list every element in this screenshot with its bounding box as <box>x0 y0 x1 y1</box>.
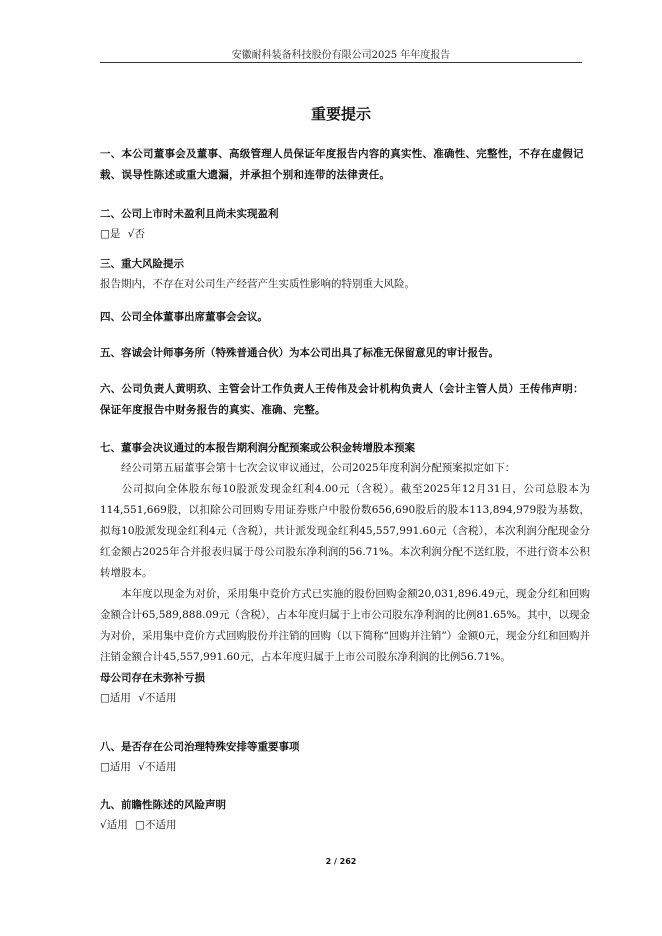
option-not-applicable: √不适用 <box>138 692 177 704</box>
section-7-paragraph-1: 经公司第五届董事会第十七次会议审议通过，公司2025年度利润分配预案拟定如下： <box>121 462 516 474</box>
option-not-applicable: □不适用 <box>135 819 177 831</box>
section-9 <box>100 795 590 835</box>
section-8-heading: 八、是否存在公司治理特殊安排等重要事项 <box>100 741 300 753</box>
option-no: √否 <box>127 228 145 240</box>
section-8-options <box>100 757 590 777</box>
section-1 <box>100 144 590 186</box>
page-number: 2 / 262 <box>325 857 357 866</box>
option-applicable: □适用 <box>100 692 131 704</box>
section-2 <box>100 204 590 244</box>
section-4-heading: 四、公司全体董事出席董事会会议。 <box>100 311 268 323</box>
section-2-heading: 二、公司上市时未盈利且尚未实现盈利 <box>100 208 279 220</box>
section-7-subheading: 母公司存在未弥补亏损 <box>100 672 205 684</box>
section-7-heading: 七、董事会决议通过的本报告期利润分配预案或公积金转增股本预案 <box>100 442 415 454</box>
section-8 <box>100 737 590 777</box>
report-header-title: 安徽耐科装备科技股份有限公司2025 年年度报告 <box>231 50 451 61</box>
section-9-options <box>100 815 590 835</box>
section-7-paragraph-2: 公司拟向全体股东每10股派发现金红利4.00元（含税）。截至2025年12月31日，公司总股本为114,551,669股，以扣除公司回购专用证券账户中股份数656,690股后的股本113,894,979股为基数，拟每10股派发现金红利4元（含税），共计派发现金红利45,557,991.60元（含税），本次利润分配现金分红金额占2025年合并报表归属于母公司股东净利润的56.71%。本次利润分配不送红股，不进行资本公积转增股本。 <box>100 483 590 579</box>
section-3 <box>100 254 590 294</box>
section-4 <box>100 307 590 327</box>
section-7 <box>100 438 590 708</box>
section-7-paragraph-3: 本年度以现金为对价，采用集中竞价方式已实施的股份回购金额20,031,896.49元，现金分红和回购金额合计65,589,888.09元（含税），占本年度归属于上市公司股东净利润的比例81.65%。其中，以现金为对价，采用集中竞价方式回购股份并注销的回购（以下简称“回购并注销”）金额0元，现金分红和回购并注销金额合计45,557,991.60元，占本年度归属于上市公司股东净利润的比例56.71%。 <box>100 588 590 663</box>
page-title: 重要提示 <box>310 105 371 123</box>
section-2-options <box>100 224 590 244</box>
section-6 <box>100 379 590 421</box>
section-3-text: 报告期内，不存在对公司生产经营产生实质性影响的特别重大风险。 <box>100 278 415 290</box>
option-not-applicable: √不适用 <box>138 761 177 773</box>
option-applicable: √适用 <box>100 819 128 831</box>
section-5-heading: 五、容诚会计师事务所（特殊普通合伙）为本公司出具了标准无保留意见的审计报告。 <box>100 347 499 359</box>
section-7-options <box>100 688 590 708</box>
section-5 <box>100 343 590 363</box>
header-divider <box>100 62 582 63</box>
section-6-heading: 六、公司负责人黄明玖、主管会计工作负责人王传伟及会计机构负责人（会计主管人员）王传伟声明：保证年度报告中财务报告的真实、准确、完整。 <box>100 383 584 416</box>
section-9-heading: 九、前瞻性陈述的风险声明 <box>100 799 226 811</box>
option-applicable: □适用 <box>100 761 131 773</box>
option-yes: □是 <box>100 228 121 240</box>
section-1-heading: 一、本公司董事会及董事、高级管理人员保证年度报告内容的真实性、准确性、完整性，不存在虚假记载、误导性陈述或重大遗漏，并承担个别和连带的法律责任。 <box>100 148 584 181</box>
section-3-heading: 三、重大风险提示 <box>100 258 184 270</box>
